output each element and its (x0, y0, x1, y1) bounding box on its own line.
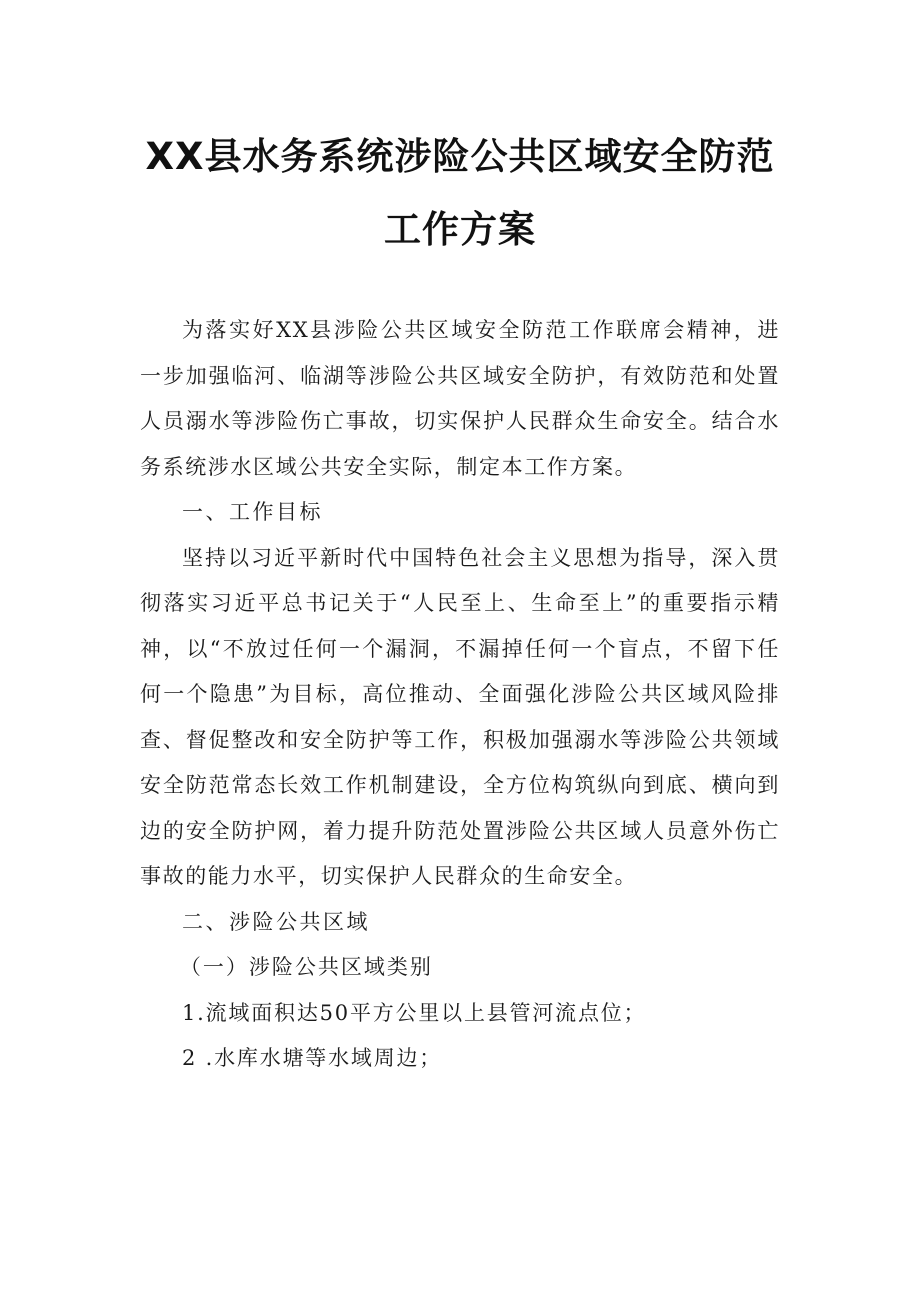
section-1-heading: 一、工作目标 (182, 500, 323, 524)
intro-paragraph: 为落实好XX县涉险公共区域安全防范工作联席会精神，进一步加强临河、临湖等涉险公共区域安全防护，有效防范和处置人员溺水等涉险伤亡事故，切实保护人民群众生命安全。结合水务系统涉水区域公共安全实际，制定本工作方案。 (140, 318, 780, 479)
document-body (140, 308, 780, 1082)
subsection-1-heading: （一）涉险公共区域类别 (179, 955, 433, 979)
section-2-heading: 二、涉险公共区域 (182, 909, 370, 934)
section-1-paragraph: 坚持以习近平新时代中国特色社会主义思想为指导，深入贯彻落实习近平总书记关于“人民至上、生命至上”的重要指示精神，以“不放过任何一个漏洞，不漏掉任何一个盲点，不留下任何一个隐患”为目标，高位推动、全面强化涉险公共区域风险排查、督促整改和安全防护等工作，积极加强溺水等涉险公共领域安全防范常态长效工作机制建设，全方位构筑纵向到底、横向到边的安全防护网，着力提升防范处置涉险公共区域人员意外伤亡事故的能力水平，切实保护人民群众的生命安全。 (140, 545, 780, 888)
document-title-line-1: XX县水务系统涉险公共区域安全防范 (145, 135, 775, 178)
list-item: 1.流域面积达50平方公里以上县管河流点位； (182, 1000, 647, 1025)
list-item: 2 .水库水塘等水域周边； (182, 1046, 443, 1070)
document-title-line-2: 工作方案 (384, 208, 536, 251)
